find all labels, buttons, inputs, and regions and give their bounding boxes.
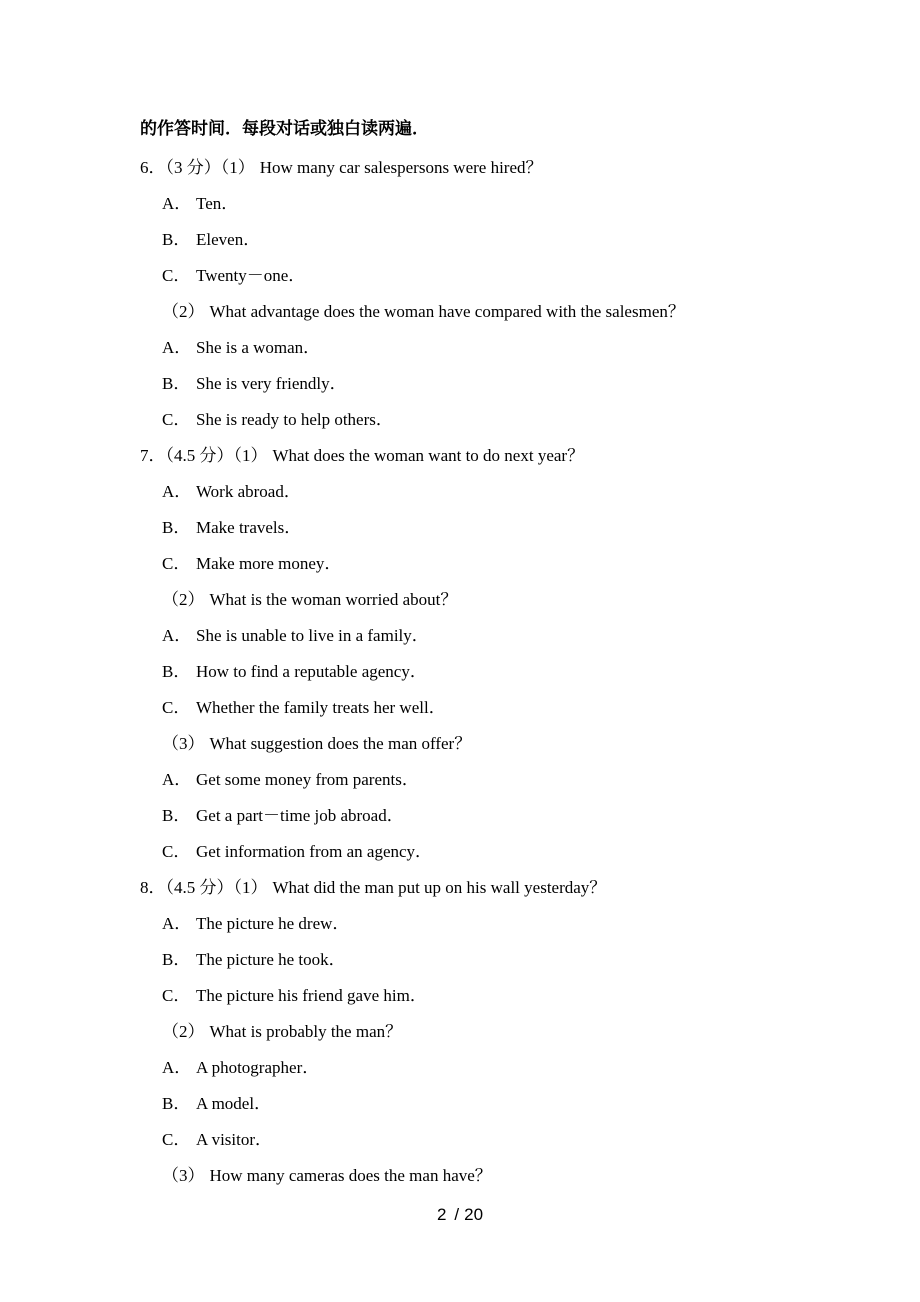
option-letter: A． [162, 482, 192, 501]
option [140, 1050, 840, 1086]
option-letter: C． [162, 1130, 191, 1149]
total-pages: 20 [464, 1205, 484, 1224]
option-letter: C． [162, 410, 191, 429]
question-text: How many car salespersons were hired？ [259, 158, 543, 177]
option [140, 978, 840, 1014]
option-text: The picture he took． [196, 950, 346, 969]
part-label: （3） [162, 734, 205, 753]
option-text: Make travels． [196, 518, 302, 537]
option-letter: A． [162, 1058, 192, 1077]
sub-question [140, 1014, 840, 1050]
option [140, 762, 840, 798]
question-text: What is probably the man？ [209, 1022, 403, 1041]
option-letter: B． [162, 374, 191, 393]
option-text: How to find a reputable agency． [196, 662, 427, 681]
option-letter: B． [162, 518, 191, 537]
option-letter: B． [162, 950, 191, 969]
option-letter: B． [162, 806, 191, 825]
question-text: How many cameras does the man have？ [209, 1166, 492, 1185]
option [140, 690, 840, 726]
part-label: （2） [162, 590, 205, 609]
option-text: The picture he drew． [196, 914, 350, 933]
option-letter: C． [162, 554, 191, 573]
option-text: She is unable to live in a family． [196, 626, 429, 645]
question-points: （4.5 分） [165, 446, 234, 465]
question-text: What is the woman worried about？ [209, 590, 458, 609]
option-text: She is very friendly． [196, 374, 347, 393]
option-letter: A． [162, 194, 192, 213]
option [140, 330, 840, 366]
option-text: Ten． [196, 194, 239, 213]
option-text: The picture his friend gave him． [196, 986, 427, 1005]
exam-page-content [140, 111, 840, 1194]
option-letter: A． [162, 338, 192, 357]
question-number: 7． [140, 446, 166, 465]
option [140, 186, 840, 222]
question-8-header [140, 870, 840, 906]
instruction-continuation-line: 的作答时间．每段对话或独白读两遍． [140, 119, 429, 138]
option-text: A model． [196, 1094, 272, 1113]
option [140, 546, 840, 582]
question-7-header [140, 438, 840, 474]
option-text: Work abroad． [196, 482, 301, 501]
option [140, 366, 840, 402]
question-6-header [140, 150, 840, 186]
sub-question [140, 1158, 840, 1194]
option [140, 474, 840, 510]
option [140, 618, 840, 654]
part-label: （1） [233, 878, 268, 897]
option-letter: B． [162, 230, 191, 249]
option [140, 510, 840, 546]
question-text: What advantage does the woman have compared with the salesmen？ [209, 302, 685, 321]
option-letter: C． [162, 266, 191, 285]
part-label: （2） [162, 1022, 205, 1041]
option-text: Twenty－one． [196, 266, 306, 285]
option-letter: C． [162, 986, 191, 1005]
option-text: A photographer． [196, 1058, 320, 1077]
part-label: （1） [220, 158, 255, 177]
question-number: 6． [140, 158, 166, 177]
sub-question [140, 582, 840, 618]
option [140, 654, 840, 690]
option-letter: C． [162, 698, 191, 717]
option [140, 798, 840, 834]
option-text: Get a part－time job abroad． [196, 806, 404, 825]
option-letter: B． [162, 662, 191, 681]
sub-question [140, 726, 840, 762]
part-label: （1） [233, 446, 268, 465]
option-text: Get information from an agency． [196, 842, 433, 861]
option-text: Get some money from parents． [196, 770, 419, 789]
option-text: Make more money． [196, 554, 342, 573]
question-points: （4.5 分） [165, 878, 234, 897]
option-text: She is ready to help others． [196, 410, 393, 429]
option [140, 1086, 840, 1122]
option [140, 942, 840, 978]
question-text: What does the woman want to do next year？ [272, 446, 585, 465]
option-letter: C． [162, 842, 191, 861]
option-text: A visitor． [196, 1130, 273, 1149]
option-text: Whether the family treats her well． [196, 698, 446, 717]
option [140, 258, 840, 294]
option [140, 402, 840, 438]
question-number: 8． [140, 878, 166, 897]
option-letter: A． [162, 770, 192, 789]
page-footer [0, 1197, 920, 1233]
option [140, 834, 840, 870]
part-label: （3） [162, 1166, 205, 1185]
option-text: She is a woman． [196, 338, 321, 357]
question-points: （3 分） [165, 158, 221, 177]
current-page-number: 2 [436, 1205, 447, 1224]
part-label: （2） [162, 302, 205, 321]
question-text: What did the man put up on his wall yesterday？ [272, 878, 607, 897]
option-letter: A． [162, 914, 192, 933]
sub-question [140, 294, 840, 330]
option [140, 906, 840, 942]
question-text: What suggestion does the man offer？ [209, 734, 472, 753]
option [140, 222, 840, 258]
page-separator: / [454, 1205, 460, 1224]
option-text: Eleven． [196, 230, 261, 249]
option-letter: A． [162, 626, 192, 645]
option [140, 1122, 840, 1158]
option-letter: B． [162, 1094, 191, 1113]
